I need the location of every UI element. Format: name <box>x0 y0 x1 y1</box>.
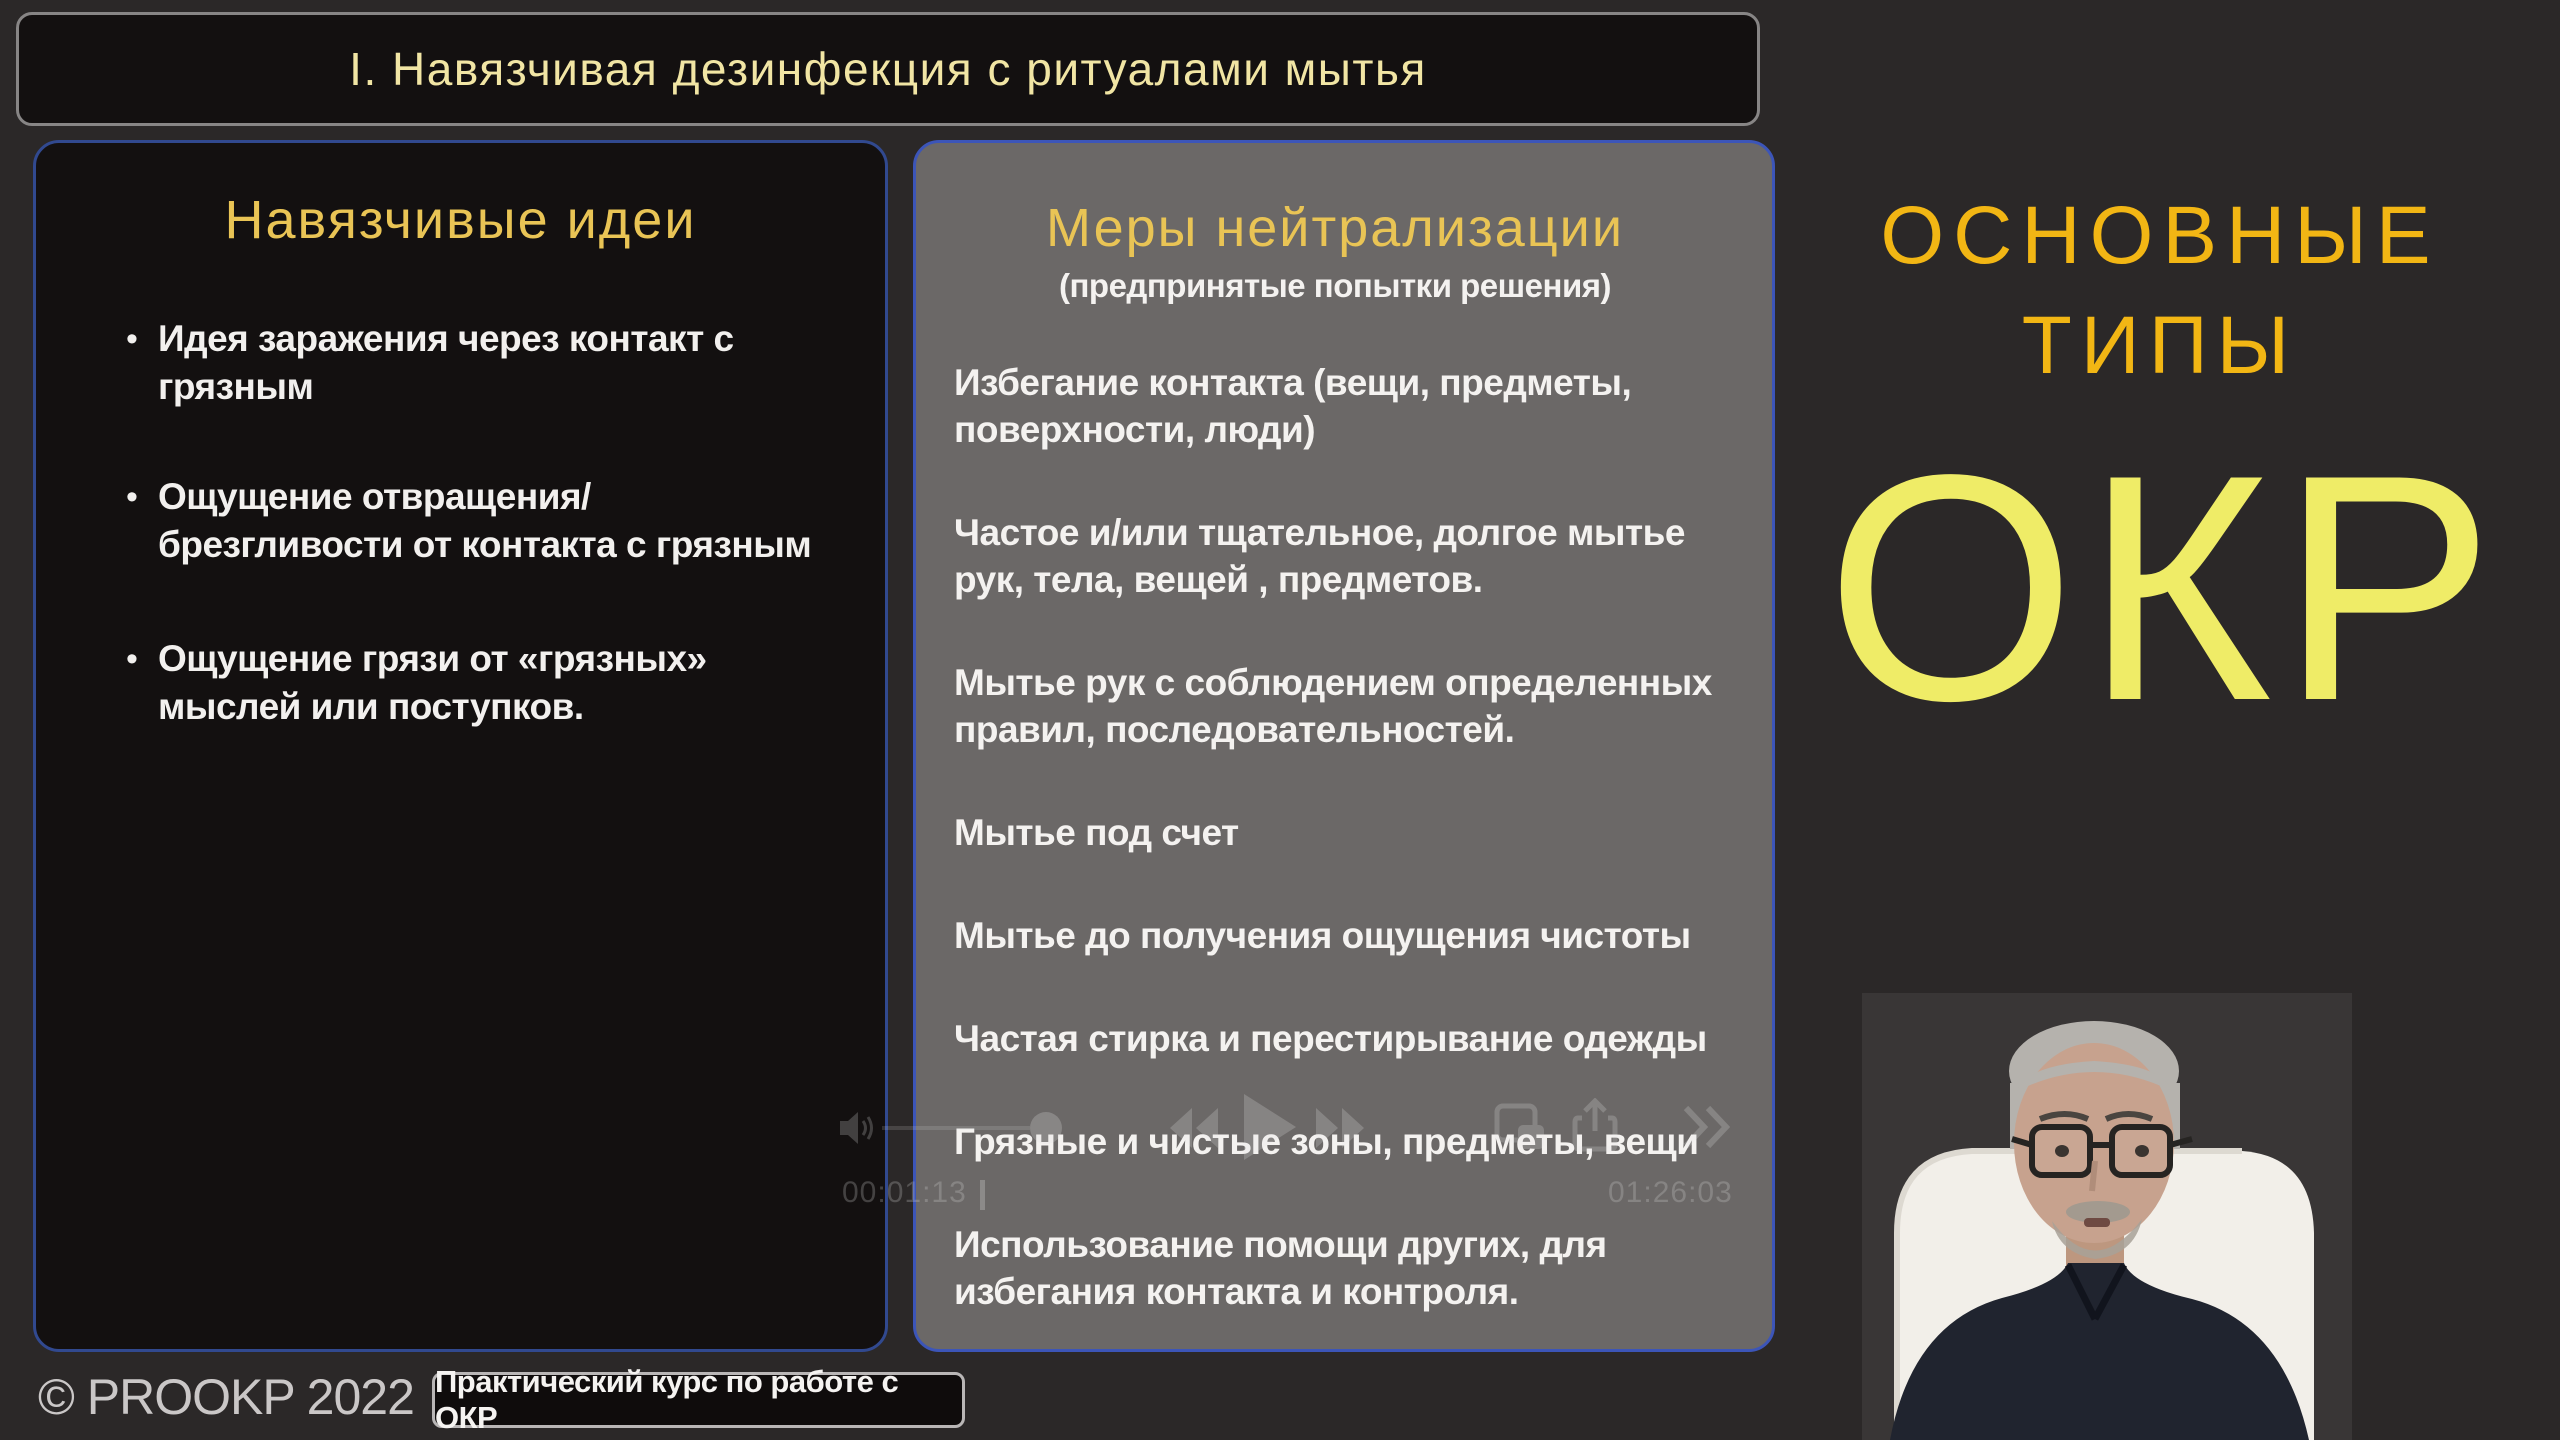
bullet-dot: • <box>126 640 138 678</box>
list-item: Мытье до получения ощущения чистоты <box>954 915 1691 956</box>
banner-line1: ОСНОВНЫЕ <box>1880 190 2440 281</box>
list-item: Частая стирка и перестирывание одежды <box>954 1018 1707 1059</box>
elapsed-time: 00:01:13 <box>842 1176 967 1209</box>
list-item <box>106 473 855 569</box>
list-item: Использование помощи других, для избегания контакта и контроля. <box>954 1224 1607 1312</box>
list-item: Избегание контакта (вещи, предметы, поверхности, люди) <box>954 362 1632 450</box>
next-chapter-icon[interactable] <box>1682 1104 1732 1150</box>
bullet-dot: • <box>126 478 138 516</box>
list-item <box>106 635 855 731</box>
bullet-dot: • <box>126 320 138 358</box>
play-button[interactable] <box>1240 1092 1298 1162</box>
list-item <box>106 315 855 411</box>
slide-title-bar <box>16 12 1760 126</box>
course-badge-label: Практический курс по работе с ОКР <box>435 1364 899 1435</box>
obsessive-ideas-list <box>66 315 855 731</box>
progress-cursor[interactable] <box>980 1180 985 1210</box>
banner-line2: ТИПЫ <box>2021 300 2299 391</box>
list-item: Мытье под счет <box>954 812 1239 853</box>
neutralization-list <box>954 359 1716 1315</box>
presenter-avatar <box>1862 993 2352 1440</box>
slide-title: I. Навязчивая дезинфекция с ритуалами мытья <box>349 43 1427 95</box>
banner-main-types <box>1790 190 2530 391</box>
banner-acronym-okr: ОКР <box>1825 409 2503 768</box>
obsessive-ideas-panel <box>33 140 888 1352</box>
list-item: Грязные и чистые зоны, предметы, вещи <box>954 1121 1699 1162</box>
copyright-label: © PROOKP 2022 <box>38 1369 414 1425</box>
volume-knob[interactable] <box>1030 1112 1062 1144</box>
bullet-text: Идея заражения через контакт с грязным <box>158 318 734 407</box>
neutralization-subheading: (предпринятые попытки решения) <box>1059 267 1611 304</box>
share-icon[interactable] <box>1572 1098 1618 1152</box>
duration-time: 01:26:03 <box>1608 1176 1733 1209</box>
fast-forward-button[interactable] <box>1314 1106 1366 1150</box>
course-badge <box>432 1364 965 1435</box>
volume-slider[interactable] <box>882 1126 1030 1130</box>
neutralization-panel <box>913 140 1775 1352</box>
picture-in-picture-icon[interactable] <box>1494 1103 1546 1151</box>
list-item: Мытье рук с соблюдением определенных правил, последовательностей. <box>954 662 1712 750</box>
bullet-text: Ощущение грязи от «грязных» мыслей или поступков. <box>158 638 707 727</box>
webcam-overlay <box>1862 993 2352 1440</box>
obsessive-ideas-heading: Навязчивые идеи <box>224 190 697 250</box>
rewind-button[interactable] <box>1168 1106 1220 1150</box>
volume-icon[interactable] <box>838 1108 880 1148</box>
bullet-text: Ощущение отвращения/брезгливости от контакта с грязным <box>158 476 812 565</box>
list-item: Частое и/или тщательное, долгое мытье рук, тела, вещей , предметов. <box>954 512 1685 600</box>
neutralization-heading: Меры нейтрализации <box>1045 198 1624 258</box>
